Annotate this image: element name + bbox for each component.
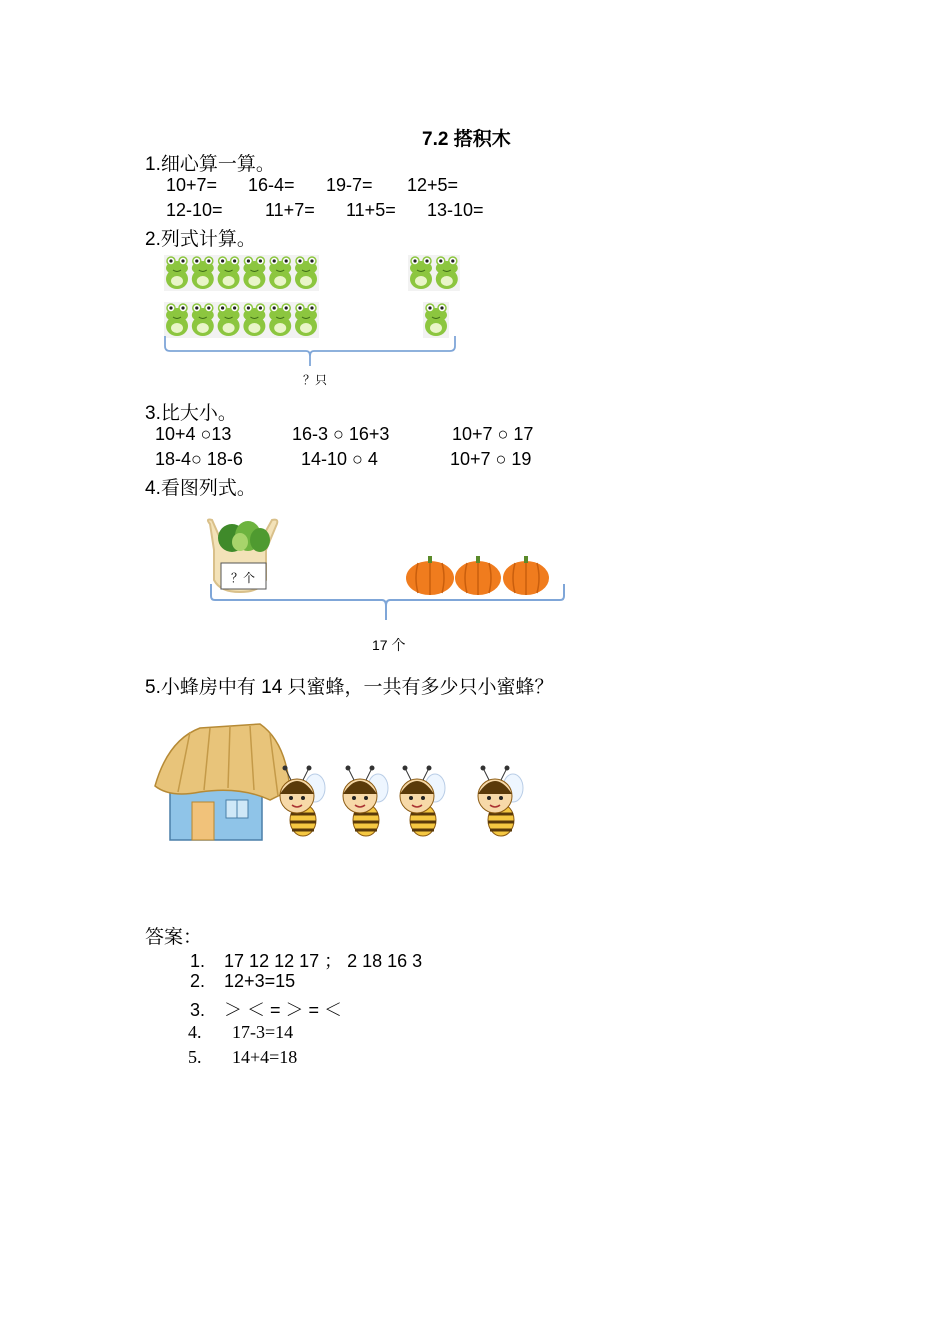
pumpkin-icon xyxy=(455,556,501,595)
frog-icon xyxy=(190,302,216,338)
q2-heading: 2.列式计算。 xyxy=(145,229,256,250)
bee-icon xyxy=(478,766,523,837)
answer-4 xyxy=(188,1022,293,1043)
q3-heading: 3.比大小。 xyxy=(145,403,237,424)
frog-icon xyxy=(434,255,460,291)
answer-num: 2. xyxy=(190,971,206,991)
q5-heading: 5.小蜂房中有 14 只蜜蜂，一共有多少只小蜜蜂？ xyxy=(145,677,554,698)
frog-icon xyxy=(216,255,242,291)
frog-icon xyxy=(293,255,319,291)
q1-item: 11+5= xyxy=(346,200,396,220)
frog-icon xyxy=(423,302,449,338)
frog-icon xyxy=(241,302,267,338)
answer-text: 17 12 12 17 ； 2 18 16 3 xyxy=(224,951,423,971)
answer-num: 4. xyxy=(188,1022,202,1042)
q3-item: 16-3 ○ 16+3 xyxy=(292,424,390,444)
pumpkin-illustration xyxy=(0,510,950,650)
answer-num: 1. xyxy=(190,951,206,971)
q3-item: 14-10 ○ 4 xyxy=(301,449,378,469)
frog-icon xyxy=(164,255,190,291)
frog-icon xyxy=(216,302,242,338)
frog-icon xyxy=(164,302,190,338)
answers-heading: 答案： xyxy=(145,927,203,948)
q1-row2 xyxy=(166,200,506,222)
q3-row1 xyxy=(155,424,575,446)
frog-icon xyxy=(267,255,293,291)
q3-row2 xyxy=(155,449,575,471)
frog-icon xyxy=(293,302,319,338)
q4-brace-label: 17 个 xyxy=(372,637,406,653)
house-icon xyxy=(155,724,290,840)
q3-item: 18-4○ 18-6 xyxy=(155,449,243,469)
q1-item: 13-10= xyxy=(427,200,484,220)
q4-basket-label: ？个 xyxy=(231,571,256,585)
answer-num: 5. xyxy=(188,1047,202,1067)
q1-item: 19-7= xyxy=(326,175,373,195)
q3-item: 10+7 ○ 19 xyxy=(450,449,532,469)
q2-brace-label: ？只 xyxy=(303,373,328,387)
q1-row1 xyxy=(166,175,506,197)
page-title: 7.2 搭积木 xyxy=(422,129,511,150)
bee-icon xyxy=(343,766,388,837)
q1-item: 11+7= xyxy=(265,200,315,220)
q1-item: 12-10= xyxy=(166,200,223,220)
brace-icon xyxy=(165,336,455,356)
frog-icon xyxy=(267,302,293,338)
answer-num: 3. xyxy=(190,1000,206,1020)
q1-item: 16-4= xyxy=(248,175,295,195)
answer-3 xyxy=(190,996,342,1022)
bee-icon xyxy=(400,766,445,837)
frog-icon xyxy=(241,255,267,291)
answer-text: 14+4=18 xyxy=(232,1047,298,1067)
q3-item: 10+7 ○ 17 xyxy=(452,424,534,444)
answer-1 xyxy=(190,947,422,973)
frog-illustration xyxy=(0,250,950,390)
q4-heading: 4.看图列式。 xyxy=(145,478,256,499)
frog-icon xyxy=(408,255,434,291)
frog-icon xyxy=(190,255,216,291)
q1-item: 10+7= xyxy=(166,175,218,195)
q1-heading: 1.细心算一算。 xyxy=(145,154,275,175)
answer-text: 17-3=14 xyxy=(232,1022,294,1042)
answer-5 xyxy=(188,1047,297,1068)
answer-text: ＞ ＜ = ＞ = ＜ xyxy=(224,1000,343,1020)
q1-item: 12+5= xyxy=(407,175,459,195)
beehive-illustration xyxy=(0,720,950,860)
q3-item: 10+4 ○13 xyxy=(155,424,232,444)
answer-text: 12+3=15 xyxy=(224,971,296,991)
pumpkin-icon xyxy=(503,556,549,595)
pumpkin-icon xyxy=(406,556,454,595)
answer-2 xyxy=(190,971,295,992)
